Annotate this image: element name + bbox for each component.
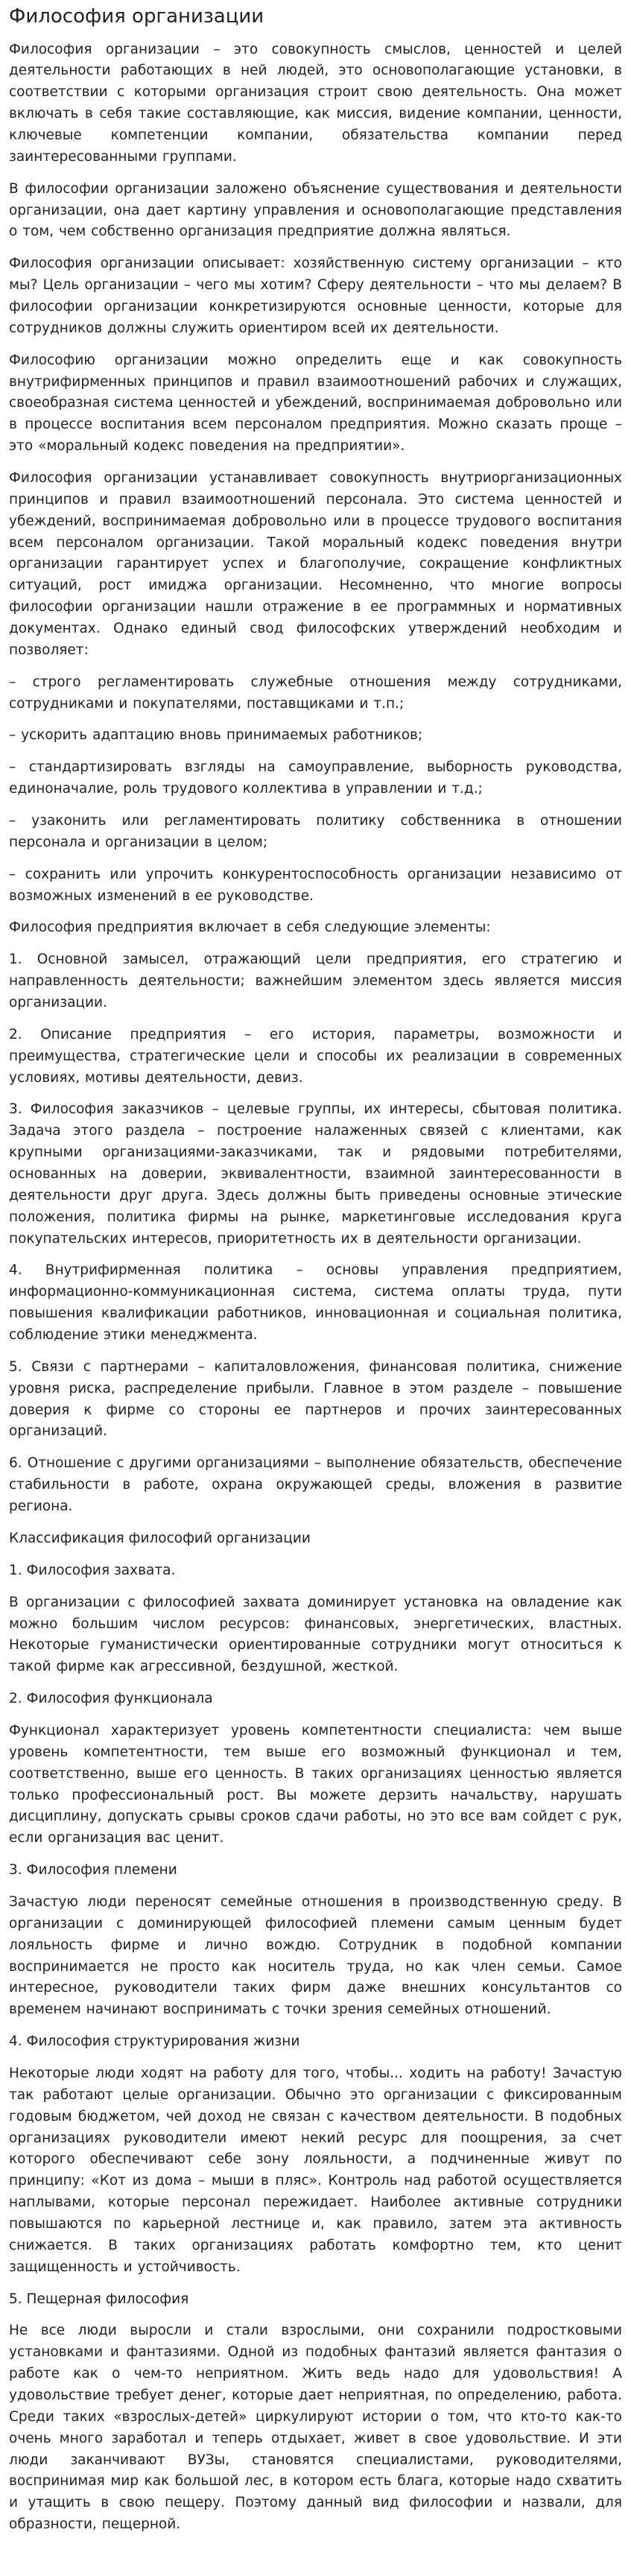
section-text: Функционал характеризует уровень компетентности специалиста: чем выше уровень компетентности, тем выше его возможный функционал и тем, соответственно, выше его ценность. В таких организациях ценностью является только профессиональный рост. Вы можете дерзить начальству, нарушать дисциплину, допускать срывы сроков сдачи работы, но это все вам сойдет с рук, если организация вас ценит.	[9, 1722, 622, 1846]
numbered-item: 3. Философия заказчиков – целевые группы, их интересы, сбытовая политика. Задача этого раздела – построение налаженных связей с клиентами, как крупными организациями-заказчиками, так и рядовыми потребителями, основанных на доверии, эквивалентности, взаимной заинтересованности в деятельности друг друга. Здесь должны быть приведены основные этические положения, политика фирмы на рынке, маркетинговые исследования круга покупательских интересов, приоритетность их в деятельности организации.	[9, 1101, 622, 1247]
paragraph: Философия предприятия включает в себя следующие элементы:	[9, 920, 491, 936]
numbered-item: 1. Основной замысел, отражающий цели предприятия, его стратегию и направленность деятельности; важнейшим элементом здесь является миссия организации.	[9, 952, 622, 1011]
list-item: – строго регламентировать служебные отношения между сотрудниками, сотрудниками и покупателями, поставщиками и т.п.;	[9, 674, 622, 712]
paragraph: Философию организации можно определить еще и как совокупность внутрифирменных принципов и правил взаимоотношений рабочих и служащих, своеобразная система ценностей и убеждений, воспринимаемая добровольно или в процессе воспитания всем персоналом предприятия. Можно сказать проще – это «моральный кодекс поведения на предприятии».	[9, 352, 622, 455]
paragraph: Философия организации описывает: хозяйственную систему организации – кто мы? Цель организации – чего мы хотим? Сферу деятельности – что мы делаем? В философии организации конкретизируются основные ценности, которые для сотрудников должны служить ориентиром всей их деятельности.	[9, 256, 622, 336]
section-heading: 2. Философия функционала	[9, 1691, 213, 1707]
list-item: – узаконить или регламентировать политику собственника в отношении персонала и организации в целом;	[9, 813, 622, 850]
section-heading: 3. Философия племени	[9, 1862, 177, 1879]
list-item: – стандартизировать взгляды на самоуправление, выборность руководства, единоначалие, роль трудового коллектива в управлении и т.д.;	[9, 759, 622, 797]
numbered-item: 4. Внутрифирменная политика – основы управления предприятием, информационно-коммуникационная система, система оплаты труда, пути повышения квалификации работников, инновационная и социальная политика, соблюдение этики менеджмента.	[9, 1262, 622, 1344]
intro-paragraph: Философия организации – это совокупность смыслов, ценностей и целей деятельности работающих в ней людей, это основополагающие установки, в соответствии с которыми организация строит свою деятельность. Она может включать в себя такие составляющие, как миссия, видение компании, ценности, ключевые компетенции компании, обязательства компании перед заинтересованными группами.	[9, 41, 622, 165]
paragraph: Философия организации устанавливает совокупность внутриорганизационных принципов и правил взаимоотношений персонала. Это система ценностей и убеждений, воспринимаемая добровольно или в процессе трудового воспитания всем персоналом организации. Такой моральный кодекс поведения внутри организации гарантирует успех и благополучие, сокращение конфликтных ситуаций, рост имиджа организации. Несомненно, что многие вопросы философии организации нашли отражение в ее программных и нормативных документах. Однако единый свод философских утверждений необходим и позволяет:	[9, 469, 622, 658]
section-text: Зачастую люди переносят семейные отношения в производственную среду. В организации с доминирующей философией племени самым ценным будет лояльность фирме и лично вождю. Сотрудник в подобной компании воспринимается не просто как носитель труда, но как член семьи. Самое интересное, руководители таких фирм даже внешних консультантов со временем начинают воспринимать с точки зрения семейных отношений.	[9, 1893, 622, 2018]
page-title: Философия организации	[9, 5, 264, 28]
paragraph: В философии организации заложено объяснение существования и деятельности организации, она дает картину управления и основополагающие представления о том, чем собственно организация предприятие должна являться.	[9, 180, 622, 240]
section-text: Некоторые люди ходят на работу для того, чтобы... ходить на работу! Зачастую так работают целые организации. Обычно это организации с фиксированным годовым бюджетом, чей доход не связан с качеством деятельности. В подобных организациях руководители имеют некий ресурс для поощрения, за счет которого обеспечивают себе зону лояльности, а подчиненные живут по принципу: «Кот из дома – мыши в пляс». Контроль над работой осуществляется наплывами, которые персонал пережидает. Наиболее активные сотрудники повышаются по карьерной лестнице и, как правило, затем эта активность снижается. В таких организациях работать комфортно тем, кто ценит защищенность и устойчивость.	[9, 2065, 622, 2275]
numbered-item: 2. Описание предприятия – его история, параметры, возможности и преимущества, стратегические цели и способы их реализации в современных условиях, мотивы деятельности, девиз.	[9, 1026, 622, 1086]
section-heading: 5. Пещерная философия	[9, 2291, 189, 2307]
section-text: Не все люди выросли и стали взрослыми, они сохранили подростковыми установками и фантазиями. Одной из подобных фантазий является фантазия о работе как о чем-то неприятном. Жить ведь надо для удовольствия! А удовольствие требует денег, которые дает неприятная, по определению, работа. Среди таких «взрослых-детей» циркулируют истории о том, что кто-то как-то очень много заработал и теперь отдыхает, живет в свое удовольствие. И эти люди заканчивают ВУЗы, становятся специалистами, руководителями, воспринимая мир как большой лес, в котором есть блага, которые надо схватить и утащить в свою пещеру. Поэтому данный вид философии и назвали, для образности, пещерной.	[9, 2323, 622, 2533]
list-item: – ускорить адаптацию вновь принимаемых работников;	[9, 727, 423, 744]
list-item: – сохранить или упрочить конкурентоспособность организации независимо от возможных изменений в ее руководстве.	[9, 866, 622, 904]
section-heading: 4. Философия структурирования жизни	[9, 2034, 300, 2050]
section-text: В организации с философией захвата доминирует установка на овладение как можно большим числом ресурсов: финансовых, энергетических, властных. Некоторые гуманистически ориентированные сотрудники могут относиться к такой фирме как агрессивной, бездушной, жесткой.	[9, 1594, 622, 1675]
numbered-item: 6. Отношение с другими организациями – выполнение обязательств, обеспечение стабильности в работе, охрана окружающей среды, вложения в развитие региона.	[9, 1455, 622, 1515]
section-heading-classification: Классификация философий организации	[9, 1530, 311, 1546]
numbered-item: 5. Связи с партнерами – капиталовложения, финансовая политика, снижение уровня риска, распределение прибыли. Главное в этом разделе – повышение доверия к фирме со стороны ее партнеров и прочих заинтересованных организаций.	[9, 1358, 622, 1440]
section-heading: 1. Философия захвата.	[9, 1562, 176, 1578]
